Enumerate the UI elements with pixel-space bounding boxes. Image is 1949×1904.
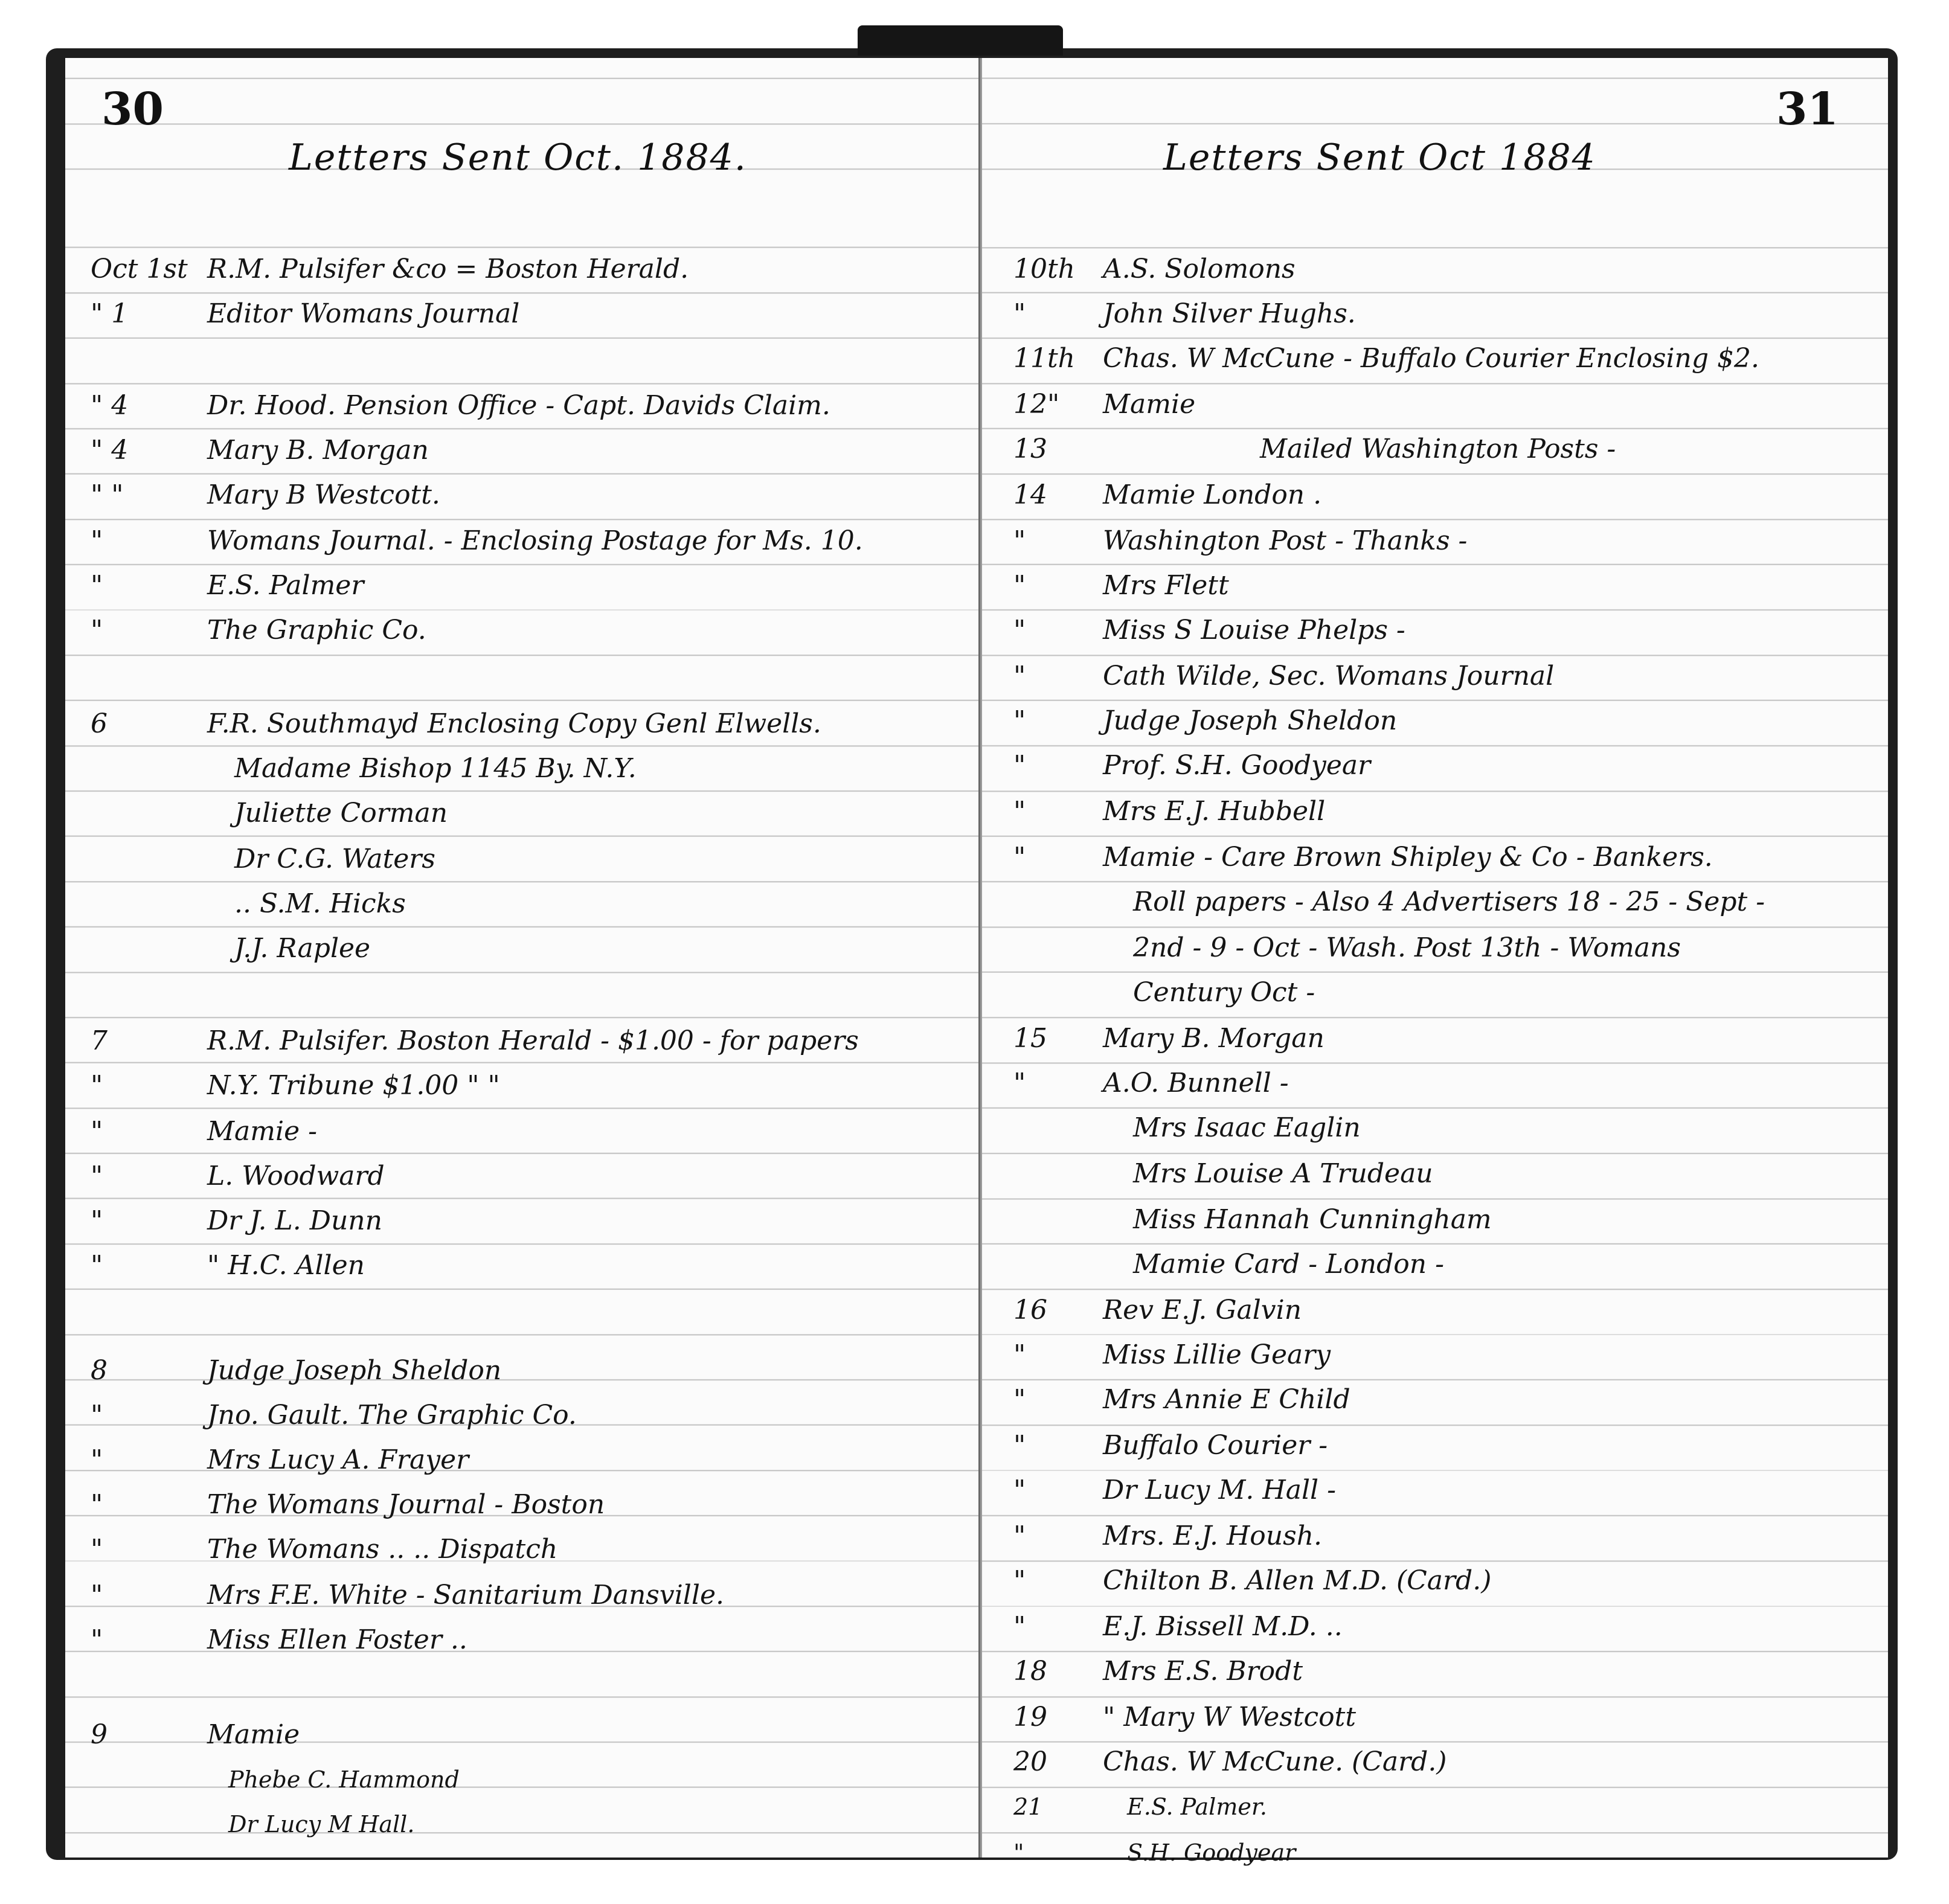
entry-recipient: Century Oct - <box>1133 977 1315 1008</box>
ledger-entry <box>65 926 978 971</box>
entry-recipient: Prof. S.H. Goodyear <box>1103 750 1371 781</box>
entry-date: " <box>1013 661 1026 691</box>
ledger-entry <box>65 1243 978 1288</box>
ledger-entry <box>65 746 978 791</box>
ledger-entry <box>982 1016 1888 1061</box>
ledger-entry <box>65 563 978 608</box>
entry-date: " <box>1013 1339 1026 1370</box>
entry-date: " <box>1013 1475 1026 1505</box>
entry-recipient: Rev E.J. Galvin <box>1103 1295 1302 1325</box>
entry-date: " <box>91 1444 103 1475</box>
ledger-entry <box>982 970 1888 1015</box>
ledger-entry <box>982 292 1888 336</box>
entry-recipient: The Graphic Co. <box>207 615 426 646</box>
entry-recipient: The Womans .. .. Dispatch <box>207 1534 558 1565</box>
entry-date: 8 <box>91 1355 108 1386</box>
entry-date: 7 <box>91 1025 108 1056</box>
entry-recipient: Judge Joseph Sheldon <box>207 1355 502 1386</box>
entry-date: 16 <box>1013 1295 1047 1325</box>
ledger-entry <box>65 1482 978 1527</box>
entry-recipient: L. Woodward <box>207 1161 385 1191</box>
entry-recipient: Mary B. Morgan <box>207 435 429 466</box>
ledger-entry <box>982 519 1888 563</box>
entry-date: " <box>91 1070 103 1101</box>
ledger-entry <box>982 1152 1888 1196</box>
entry-recipient: R.M. Pulsifer. Boston Herald - $1.00 - for papers <box>207 1025 859 1056</box>
ledger-entry <box>65 1438 978 1482</box>
entry-recipient: E.J. Bissell M.D. .. <box>1103 1611 1343 1642</box>
entry-date: 11th <box>1013 343 1076 374</box>
entry-recipient: Mamie Card - London - <box>1133 1249 1444 1280</box>
entry-recipient: Mamie - Care Brown Shipley & Co - Bankers. <box>1103 842 1713 873</box>
ledger-entry <box>65 473 978 518</box>
entry-recipient: Womans Journal. - Enclosing Postage for Ms. 10. <box>207 525 863 556</box>
entry-date: 6 <box>91 708 108 739</box>
entry-date: " <box>1013 1611 1026 1642</box>
ledger-entry <box>982 563 1888 608</box>
entry-date: " <box>91 525 103 556</box>
entry-recipient: Miss Ellen Foster .. <box>207 1624 467 1655</box>
entry-recipient: N.Y. Tribune $1.00 " " <box>207 1070 500 1101</box>
entry-date: " <box>1013 1430 1026 1461</box>
ledger-entry <box>982 1377 1888 1422</box>
ledger-entry <box>982 835 1888 880</box>
entry-date: " <box>1013 796 1026 827</box>
ledger-entry <box>65 247 978 292</box>
entry-recipient: Mailed Washington Posts - <box>1260 434 1616 464</box>
ledger-entry <box>982 1288 1888 1333</box>
ledger-entry <box>65 519 978 563</box>
page-number: 31 <box>1776 83 1838 135</box>
ledger-entry <box>982 1514 1888 1559</box>
ledger-entry <box>65 1393 978 1438</box>
entry-recipient: Mrs Flett <box>1103 570 1229 601</box>
entry-recipient: Miss Hannah Cunningham <box>1133 1204 1492 1235</box>
entry-recipient: Judge Joseph Sheldon <box>1103 705 1398 736</box>
ledger-entry <box>982 1197 1888 1242</box>
entry-date: 21 <box>1013 1793 1043 1820</box>
entry-recipient: Phebe C. Hammond <box>228 1766 460 1793</box>
entry-recipient: .. S.M. Hicks <box>234 888 406 919</box>
ledger-entry <box>65 882 978 926</box>
ledger-entry <box>982 1559 1888 1603</box>
entry-recipient: F.R. Southmayd Enclosing Copy Genl Elwells. <box>207 708 821 739</box>
entry-recipient: A.S. Solomons <box>1103 254 1296 284</box>
ledger-entry <box>65 1199 978 1243</box>
entry-date: " <box>91 615 103 646</box>
entry-recipient: Dr J. L. Dunn <box>207 1205 382 1236</box>
entry-date: " <box>1013 1521 1026 1551</box>
entry-date: " 4 <box>91 435 129 466</box>
entry-recipient: Cath Wilde, Sec. Womans Journal <box>1103 661 1555 691</box>
right-page <box>980 58 1888 1866</box>
entry-recipient: E.S. Palmer. <box>1127 1793 1267 1820</box>
entry-recipient: Madame Bishop 1145 By. N.Y. <box>234 753 637 784</box>
entry-recipient: R.M. Pulsifer &co = Boston Herald. <box>207 254 689 284</box>
entry-date: " <box>91 1250 103 1281</box>
entry-recipient: A.O. Bunnell - <box>1103 1068 1289 1098</box>
ledger-entry <box>65 428 978 473</box>
entry-date: " <box>1013 1839 1024 1866</box>
ledger-entry <box>982 1649 1888 1694</box>
entry-date: " <box>91 1580 103 1611</box>
entry-recipient: Chas. W McCune. (Card.) <box>1103 1746 1447 1777</box>
entry-date: " <box>1013 1068 1026 1098</box>
entry-recipient: Washington Post - Thanks - <box>1103 525 1468 556</box>
ledger-entry <box>65 1802 978 1847</box>
ledger-entry <box>982 654 1888 699</box>
entry-recipient: " H.C. Allen <box>207 1250 365 1281</box>
entry-recipient: J.J. Raplee <box>234 933 371 964</box>
entry-recipient: 2nd - 9 - Oct - Wash. Post 13th - Womans <box>1133 932 1681 963</box>
entry-date: 12" <box>1013 389 1060 420</box>
ledger-entry <box>982 743 1888 788</box>
entry-recipient: Juliette Corman <box>234 798 448 829</box>
ledger-entry <box>982 608 1888 653</box>
entry-recipient: Mamie - <box>207 1116 317 1147</box>
entry-date: " <box>91 1161 103 1191</box>
entry-recipient: Mamie <box>1103 389 1196 420</box>
entry-recipient: Mamie London . <box>1103 479 1322 510</box>
ledger-entry <box>65 1573 978 1618</box>
entry-recipient: Mrs Louise A Trudeau <box>1133 1158 1433 1189</box>
entry-date: 13 <box>1013 434 1047 464</box>
entry-date: " <box>91 1534 103 1565</box>
entry-date: " <box>1013 705 1026 736</box>
entry-date: " <box>1013 750 1026 781</box>
entry-recipient: Mary B. Morgan <box>1103 1023 1324 1054</box>
left-page <box>65 58 980 1858</box>
entry-recipient: Mary B Westcott. <box>207 479 440 510</box>
entry-recipient: Mrs E.J. Hubbell <box>1103 796 1326 827</box>
entry-recipient: Roll papers - Also 4 Advertisers 18 - 25 - Sept - <box>1133 886 1765 917</box>
ledger-entry <box>982 1784 1888 1829</box>
page-number: 30 <box>101 83 164 135</box>
ledger-entry <box>65 702 978 746</box>
entry-date: " <box>1013 615 1026 646</box>
entry-date: " <box>1013 842 1026 873</box>
entry-recipient: Buffalo Courier - <box>1103 1430 1328 1461</box>
ledger-entry <box>982 382 1888 427</box>
entry-date: 19 <box>1013 1702 1047 1733</box>
entry-date: 9 <box>91 1719 108 1750</box>
entry-date: " 4 <box>91 390 129 421</box>
ledger-entry <box>982 1695 1888 1740</box>
ledger-entry <box>65 1019 978 1063</box>
entry-date: 15 <box>1013 1023 1047 1054</box>
entry-recipient: Mrs F.E. White - Sanitarium Dansville. <box>207 1580 724 1611</box>
entry-date: " <box>1013 1384 1026 1415</box>
entry-date: Oct 1st <box>91 254 188 284</box>
entry-recipient: Mrs Lucy A. Frayer <box>207 1444 469 1475</box>
ledger-entry <box>65 1757 978 1802</box>
ledger-entry <box>65 1527 978 1572</box>
entry-recipient: Editor Womans Journal <box>207 298 520 329</box>
entry-date: " <box>91 1624 103 1655</box>
ledger-entry <box>982 1106 1888 1150</box>
entry-recipient: Jno. Gault. The Graphic Co. <box>207 1400 577 1431</box>
ledger-entry <box>65 383 978 428</box>
page-title: Letters Sent Oct 1884 <box>1163 136 1596 179</box>
entry-date: " <box>91 1116 103 1147</box>
entry-recipient: S.H. Goodyear <box>1127 1839 1296 1866</box>
ledger-entry <box>982 926 1888 970</box>
entry-date: " <box>1013 298 1026 329</box>
ledger-entry <box>982 1333 1888 1377</box>
entry-recipient: Miss S Louise Phelps - <box>1103 615 1405 646</box>
ledger-bookmark-tab <box>858 25 1063 56</box>
ledger-entry <box>65 1154 978 1199</box>
ledger-entry <box>65 1348 978 1393</box>
ledger-entry <box>982 1242 1888 1287</box>
entry-date: " <box>91 1400 103 1431</box>
entry-date: " <box>91 570 103 601</box>
entry-date: " <box>91 1205 103 1236</box>
ledger-entry <box>65 292 978 336</box>
entry-date: " 1 <box>91 298 129 329</box>
ledger-entry <box>982 1061 1888 1106</box>
entry-recipient: John Silver Hughs. <box>1103 298 1356 329</box>
ledger-entry <box>65 608 978 653</box>
ledger-entry <box>982 1740 1888 1784</box>
ledger-entry <box>65 1618 978 1662</box>
ledger-entry <box>65 1109 978 1154</box>
ledger-entry <box>982 247 1888 292</box>
ledger-entry <box>982 1830 1888 1875</box>
ledger-entry <box>982 336 1888 381</box>
entry-recipient: Mrs Isaac Eaglin <box>1133 1112 1361 1143</box>
entry-recipient: E.S. Palmer <box>207 570 364 601</box>
ledger-entry <box>982 789 1888 834</box>
entry-recipient: Dr C.G. Waters <box>234 844 435 874</box>
entry-date: " <box>91 1489 103 1520</box>
entry-date: " <box>1013 525 1026 556</box>
entry-recipient: Chas. W McCune - Buffalo Courier Enclosing $2. <box>1103 343 1759 374</box>
entry-recipient: Dr. Hood. Pension Office - Capt. Davids Claim. <box>207 390 830 421</box>
ledger-entry <box>982 880 1888 925</box>
ledger-entry <box>982 427 1888 472</box>
ledger-entry <box>65 1063 978 1108</box>
entry-recipient: The Womans Journal - Boston <box>207 1489 605 1520</box>
entry-date: 10th <box>1013 254 1076 284</box>
ledger-entry <box>65 791 978 836</box>
ledger-entry <box>65 1713 978 1757</box>
entry-recipient: Dr Lucy M. Hall - <box>1103 1475 1336 1505</box>
entry-date: 14 <box>1013 479 1047 510</box>
entry-recipient: Mamie <box>207 1719 300 1750</box>
entry-date: " " <box>91 479 124 510</box>
ledger-entry <box>982 473 1888 518</box>
entry-date: 20 <box>1013 1746 1047 1777</box>
entry-date: " <box>1013 1565 1026 1596</box>
entry-date: 18 <box>1013 1656 1047 1687</box>
ledger-entry <box>65 837 978 882</box>
entry-recipient: Mrs Annie E Child <box>1103 1384 1350 1415</box>
entry-recipient: Mrs. E.J. Housh. <box>1103 1521 1323 1551</box>
entry-recipient: Dr Lucy M Hall. <box>228 1811 415 1838</box>
ledger-entry <box>982 1468 1888 1513</box>
ledger-entry <box>982 699 1888 743</box>
page-title: Letters Sent Oct. 1884. <box>289 136 747 179</box>
entry-date: " <box>1013 570 1026 601</box>
ledger-entry <box>982 1423 1888 1468</box>
entry-recipient: Miss Lillie Geary <box>1103 1339 1331 1370</box>
entry-recipient: Chilton B. Allen M.D. (Card.) <box>1103 1565 1492 1596</box>
entry-recipient: " Mary W Westcott <box>1103 1702 1357 1733</box>
ledger-entry <box>982 1604 1888 1649</box>
entry-recipient: Mrs E.S. Brodt <box>1103 1656 1303 1687</box>
